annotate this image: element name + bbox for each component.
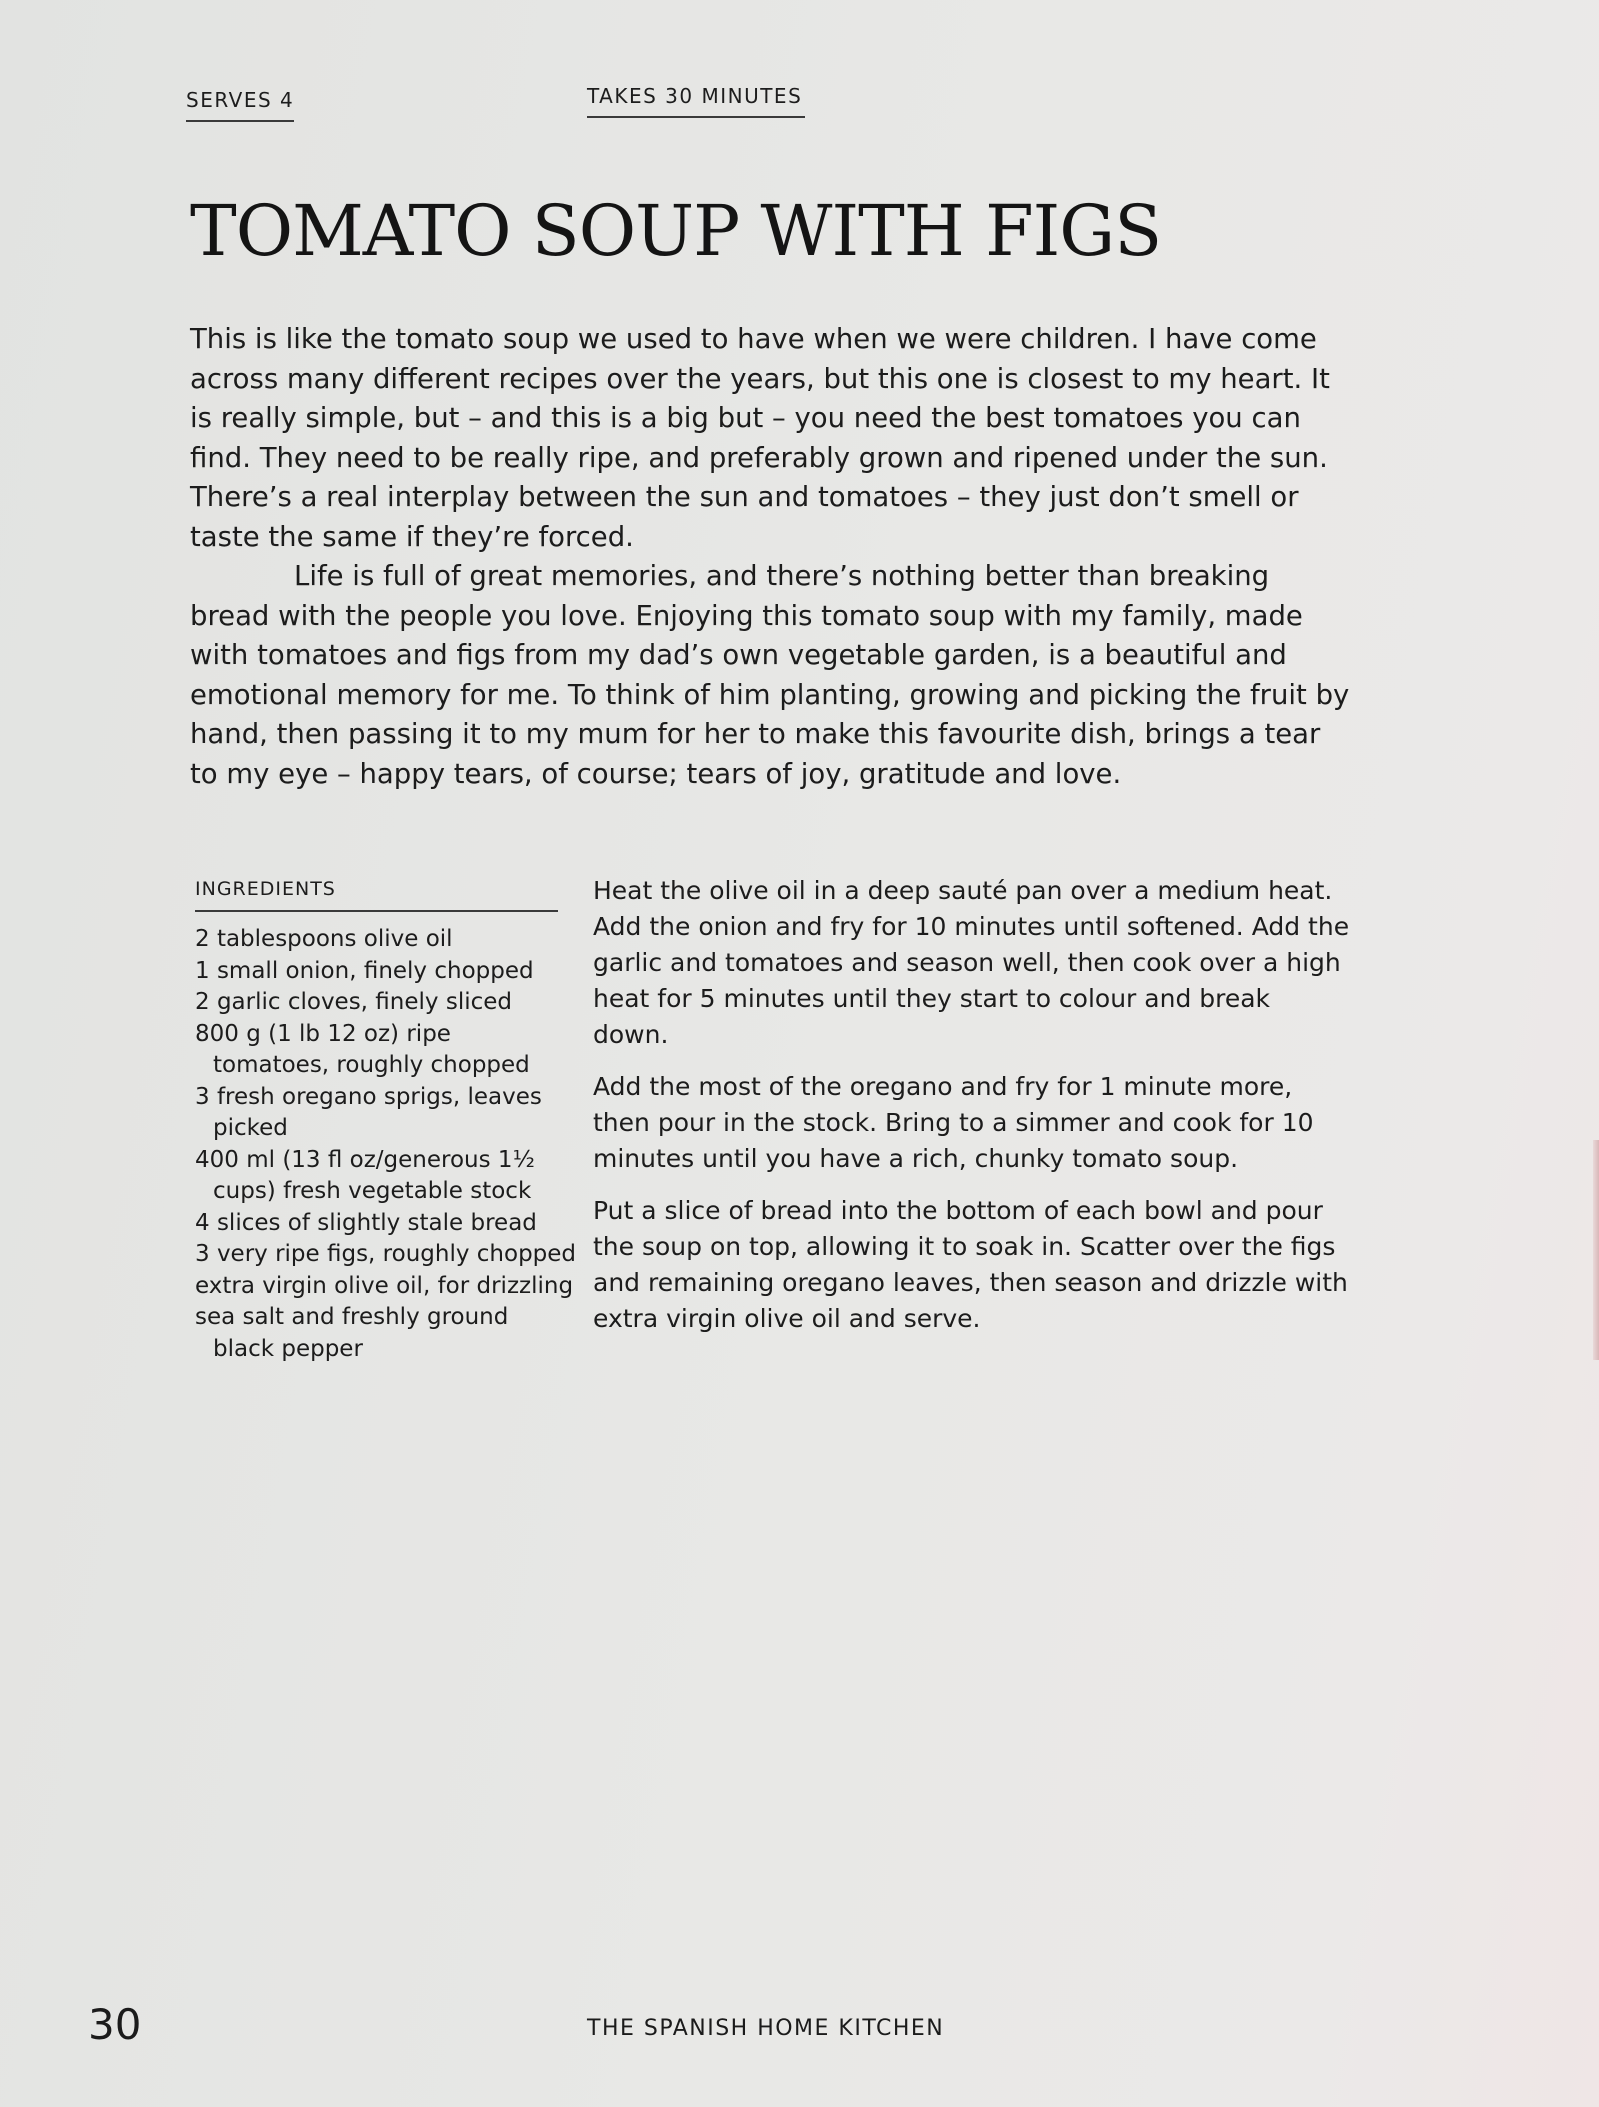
book-title-footer: THE SPANISH HOME KITCHEN	[587, 2016, 945, 2041]
ingredient-item: 800 g (1 lb 12 oz) ripe tomatoes, roughly chopped	[195, 1020, 530, 1078]
ingredient-item: 4 slices of slightly stale bread	[195, 1209, 537, 1236]
intro-paragraph-2: Life is full of great memories, and there’s nothing better than breaking bread with the people you love. Enjoying this tomato soup with my family, made with tomatoes and figs from my dad’s own vegetable garden, is a beautiful and emotional memory for me. To think of him planting, growing and picking the fruit by hand, then passing it to my mum for her to make this favourite dish, brings a tear to my eye – happy tears, of course; tears of joy, gratitude and love.	[190, 560, 1350, 790]
ingredient-item: 2 garlic cloves, finely sliced	[195, 989, 512, 1015]
serves-label: SERVES 4	[186, 88, 294, 122]
intro-paragraph-1: This is like the tomato soup we used to have when we were children. I have come across many different recipes over the years, but this one is closest to my heart. It is really simple, but – and this is a big but – you need the best tomatoes you can find. They need to be really ripe, and preferably grown and ripened under the sun. There’s a real interplay between the sun and tomatoes – they just don’t smell or taste the same if they’re forced.	[190, 323, 1330, 553]
ingredient-item: 3 very ripe figs, roughly chopped	[195, 1241, 577, 1267]
ingredient-item: sea salt and freshly ground black pepper	[195, 1304, 509, 1362]
intro-text	[190, 320, 1350, 794]
method-step-1: Heat the olive oil in a deep sauté pan over a medium heat. Add the onion and fry for 10 minutes until softened. Add the garlic and tomatoes and season well, then cook over a high heat for 5 minutes until they start to colour and break down.	[593, 876, 1350, 1049]
ingredients-list	[195, 924, 577, 1365]
ingredient-item: extra virgin olive oil, for drizzling	[195, 1272, 574, 1299]
ingredient-item: 400 ml (13 fl oz/generous 1½ cups) fresh vegetable stock	[195, 1146, 535, 1204]
ingredient-item: 3 fresh oregano sprigs, leaves picked	[195, 1083, 542, 1141]
method-step-2: Add the most of the oregano and fry for 1 minute more, then pour in the stock. Bring to a simmer and cook for 10 minutes until you have a rich, chunky tomato soup.	[593, 1072, 1314, 1173]
page-number: 30	[88, 2000, 142, 2049]
ingredient-item: 2 tablespoons olive oil	[195, 926, 453, 952]
ingredients-heading: INGREDIENTS	[195, 878, 558, 912]
time-label: TAKES 30 MINUTES	[587, 84, 805, 118]
recipe-title: TOMATO SOUP WITH FIGS	[190, 190, 1162, 272]
ingredients-section	[195, 878, 577, 1365]
method-step-3: Put a slice of bread into the bottom of each bowl and pour the soup on top, allowing it to soak in. Scatter over the figs and remaining oregano leaves, then season and drizzle with extra virgin olive oil and serve.	[593, 1196, 1348, 1333]
method-section	[593, 873, 1353, 1353]
ingredient-item: 1 small onion, finely chopped	[195, 957, 534, 984]
page-edge-tint	[1593, 1140, 1599, 1360]
